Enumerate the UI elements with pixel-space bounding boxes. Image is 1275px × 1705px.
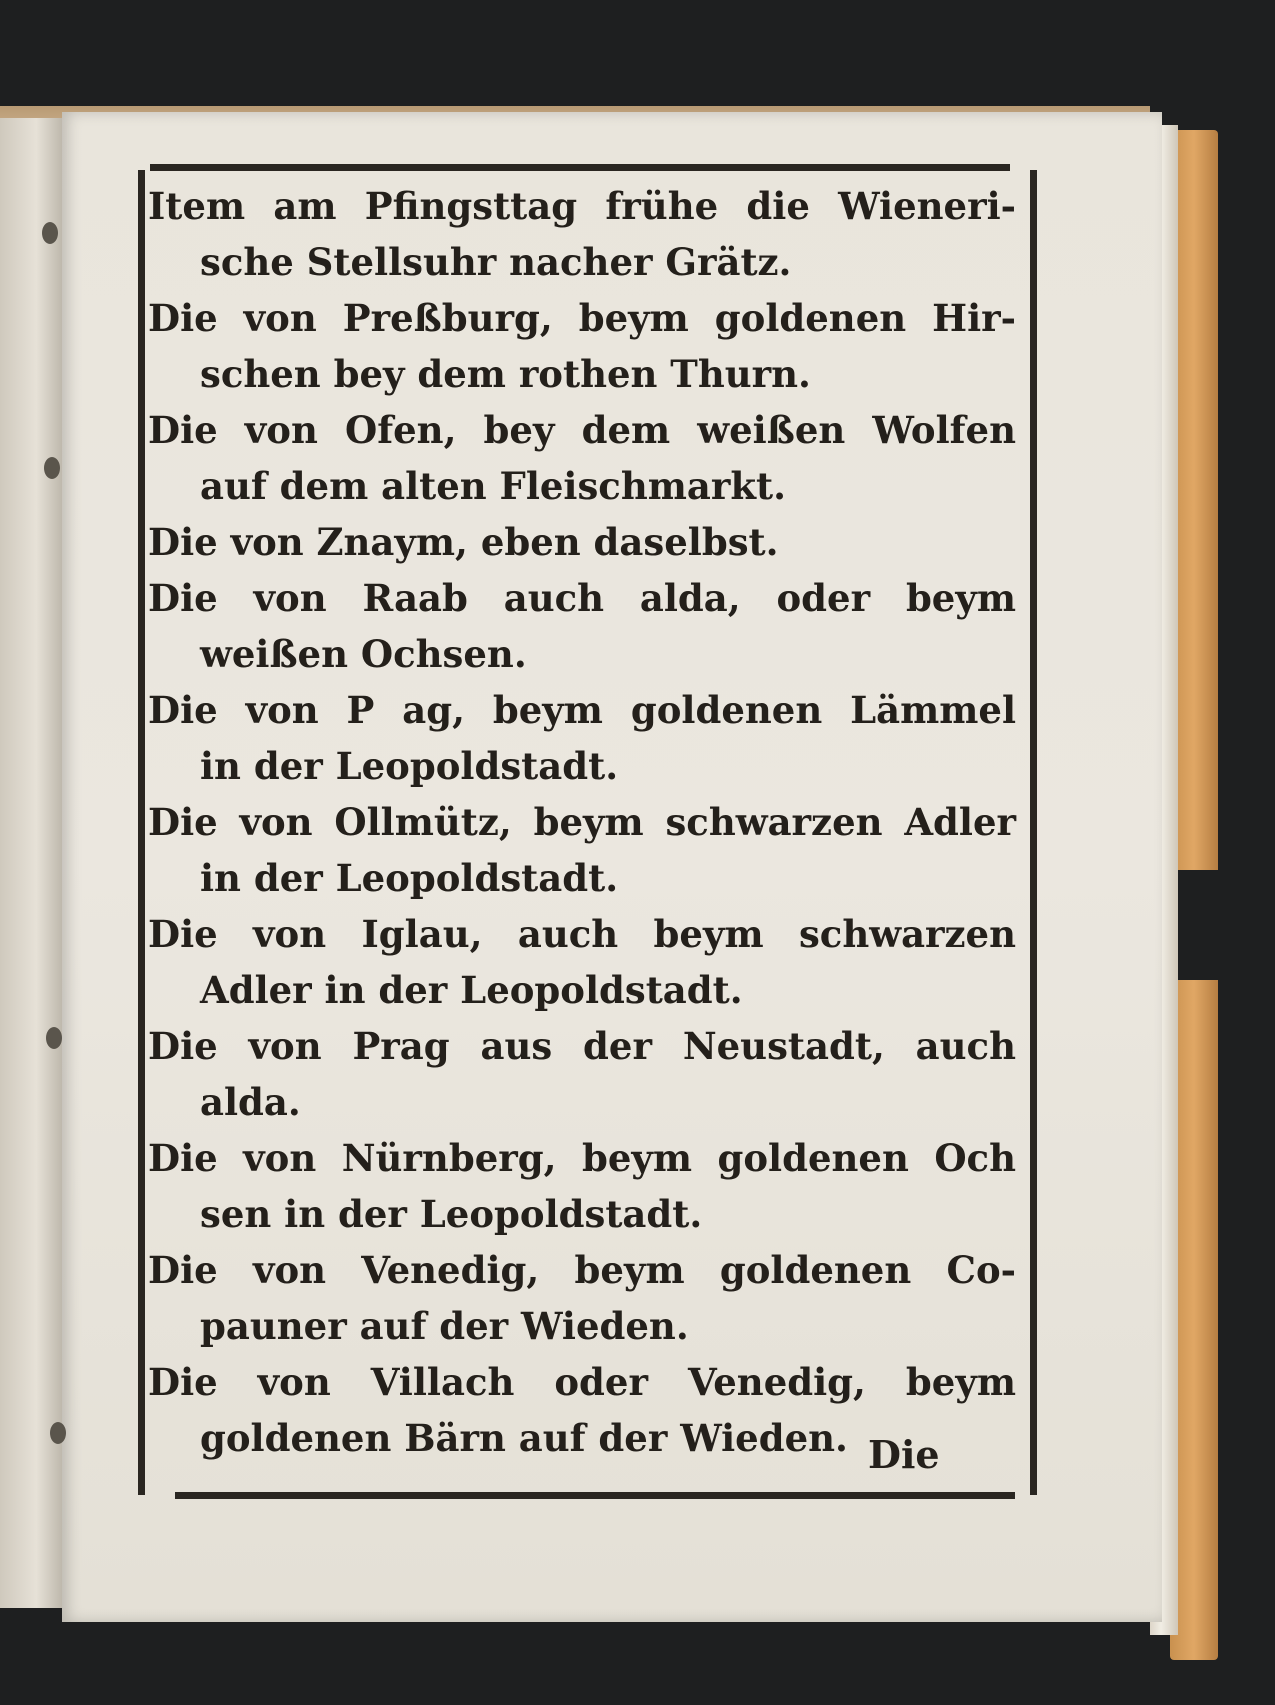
entry-line: Adler in der Leopoldstadt. xyxy=(200,968,743,1012)
entry-line: pauner auf der Wieden. xyxy=(200,1304,689,1348)
entry-line: Die von Ollmütz, beym schwarzen Adler xyxy=(148,800,1016,844)
entry-line: Die von Prag aus der Neustadt, auch xyxy=(148,1024,1016,1068)
entry-line: sen in der Leopoldstadt. xyxy=(200,1192,703,1236)
entry-line: Die von Preßburg, beym goldenen Hir- xyxy=(148,296,1016,340)
binding-hole xyxy=(50,1422,66,1444)
entry-line: Die von Venedig, beym goldenen Co- xyxy=(148,1248,1016,1292)
entry xyxy=(148,290,1016,402)
entry-line: auf dem alten Fleischmarkt. xyxy=(200,464,786,508)
entry xyxy=(148,1130,1016,1242)
left-page-gutter xyxy=(0,118,66,1608)
entry-line: sche Stellsuhr nacher Grätz. xyxy=(200,240,792,284)
catchword: Die xyxy=(868,1432,940,1477)
entry-line: alda. xyxy=(200,1080,301,1124)
frame-bottom-rule xyxy=(175,1492,1015,1499)
entry xyxy=(148,794,1016,906)
binding-hole xyxy=(42,222,58,244)
entry-line: weißen Ochsen. xyxy=(200,632,527,676)
entry-line: Die von Villach oder Venedig, beym xyxy=(148,1360,1016,1404)
entry xyxy=(148,178,1016,290)
entry-line: Die von Raab auch alda, oder beym xyxy=(148,576,1016,620)
entry xyxy=(148,570,1016,682)
entry-line: Die von Iglau, auch beym schwarzen xyxy=(148,912,1016,956)
fore-edge-gap xyxy=(1175,870,1223,980)
entry-line: in der Leopoldstadt. xyxy=(200,744,619,788)
entry xyxy=(148,682,1016,794)
entry-line: Die von P ag, beym goldenen Lämmel xyxy=(148,688,1016,732)
binding-hole xyxy=(46,1027,62,1049)
entry-line: Item am Pfingsttag frühe die Wieneri- xyxy=(148,184,1016,228)
entry-line: goldenen Bärn auf der Wieden. xyxy=(200,1416,848,1460)
entry-list xyxy=(148,178,1016,1466)
entry-line: Die von Znaym, eben daselbst. xyxy=(148,520,779,564)
entry-line: schen bey dem rothen Thurn. xyxy=(200,352,811,396)
entry-line: Die von Ofen, bey dem weißen Wolfen xyxy=(148,408,1016,452)
entry xyxy=(148,402,1016,514)
entry xyxy=(148,1242,1016,1354)
binding-hole xyxy=(44,457,60,479)
entry-line: Die von Nürnberg, beym goldenen Och xyxy=(148,1136,1016,1180)
entry xyxy=(148,906,1016,1018)
entry-line: in der Leopoldstadt. xyxy=(200,856,619,900)
entry xyxy=(148,514,1016,570)
entry xyxy=(148,1018,1016,1130)
